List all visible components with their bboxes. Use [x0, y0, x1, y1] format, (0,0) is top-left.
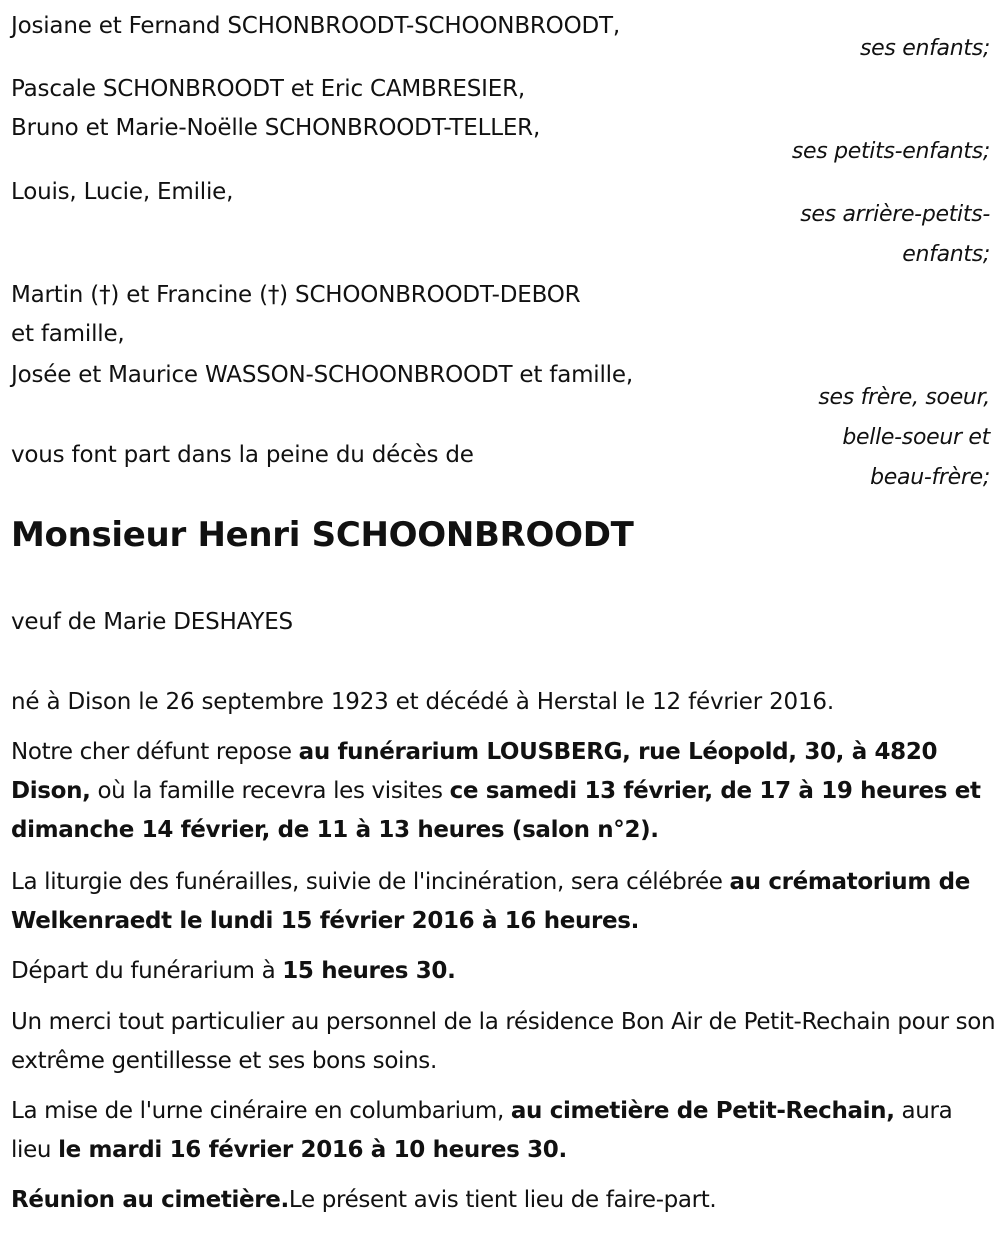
widower-text: veuf de Marie DESHAYES	[11, 609, 293, 635]
great-grandchildren-relation: enfants;	[902, 242, 990, 267]
urn-date-time: le mardi 16 février 2016 à 10 heures 30.	[58, 1137, 567, 1163]
liturgy-paragraph	[11, 863, 996, 941]
siblings-line: Josée et Maurice WASSON-SCHOONBROODT et famille,	[11, 362, 633, 388]
birth-death-text: né à Dison le 26 septembre 1923 et décédé à Herstal le 12 février 2016.	[11, 689, 834, 715]
cemetery-place: au cimetière de Petit-Rechain,	[510, 1098, 895, 1124]
funeral-home-address: au funérarium LOUSBERG, rue Léopold, 30, à 4820 Dison,	[11, 739, 938, 804]
children-line: Josiane et Fernand SCHONBROODT-SCHOONBROODT,	[11, 13, 620, 39]
thanks-paragraph	[11, 1003, 996, 1081]
children-relation: ses enfants;	[859, 36, 990, 61]
grandchildren-line: Bruno et Marie-Noëlle SCHONBROODT-TELLER,	[11, 115, 541, 141]
siblings-line: et famille,	[11, 321, 125, 347]
departure-text: Départ du funérarium à	[11, 958, 283, 984]
great-grandchildren-line: Louis, Lucie, Emilie,	[11, 179, 234, 205]
faire-part-text: Le présent avis tient lieu de faire-part.	[288, 1187, 717, 1213]
liturgy-text: La liturgie des funérailles, suivie de l'incinération, sera célébrée	[11, 869, 730, 895]
liturgy-place-time: au crématorium de Welkenraedt le lundi 15 février 2016 à 16 heures.	[11, 869, 970, 934]
urn-text: aura lieu	[11, 1098, 953, 1163]
meeting-text: Réunion au cimetière.	[11, 1187, 289, 1213]
announcement-text: vous font part dans la peine du décès de	[11, 442, 474, 468]
siblings-line: Martin (†) et Francine (†) SCHOONBROODT-DEBOR	[11, 282, 581, 308]
urn-paragraph	[11, 1092, 996, 1170]
grandchildren-relation: ses petits-enfants;	[791, 139, 990, 164]
meeting-paragraph	[11, 1181, 996, 1220]
departure-paragraph	[11, 952, 996, 991]
siblings-relation: belle-soeur et	[842, 425, 990, 450]
urn-text: La mise de l'urne cinéraire en columbarium,	[11, 1098, 511, 1124]
siblings-relation: ses frère, soeur,	[818, 385, 990, 410]
grandchildren-line: Pascale SCHONBROODT et Eric CAMBRESIER,	[11, 76, 525, 102]
siblings-relation: beau-frère;	[870, 465, 990, 490]
thanks-text: Un merci tout particulier au personnel de la résidence Bon Air de Petit-Rechain pour son extrême gentillesse et ses bons soins.	[11, 1009, 996, 1074]
repose-text: où la famille recevra les visites	[90, 778, 450, 804]
visiting-hours: ce samedi 13 février, de 17 à 19 heures et dimanche 14 février, de 11 à 13 heures (salon n°2).	[11, 778, 981, 843]
repose-paragraph	[11, 733, 996, 850]
repose-text: Notre cher défunt repose	[11, 739, 299, 765]
great-grandchildren-relation: ses arrière-petits-	[800, 202, 990, 227]
deceased-name: Monsieur Henri SCHOONBROODT	[11, 515, 634, 555]
departure-time: 15 heures 30.	[282, 958, 456, 984]
